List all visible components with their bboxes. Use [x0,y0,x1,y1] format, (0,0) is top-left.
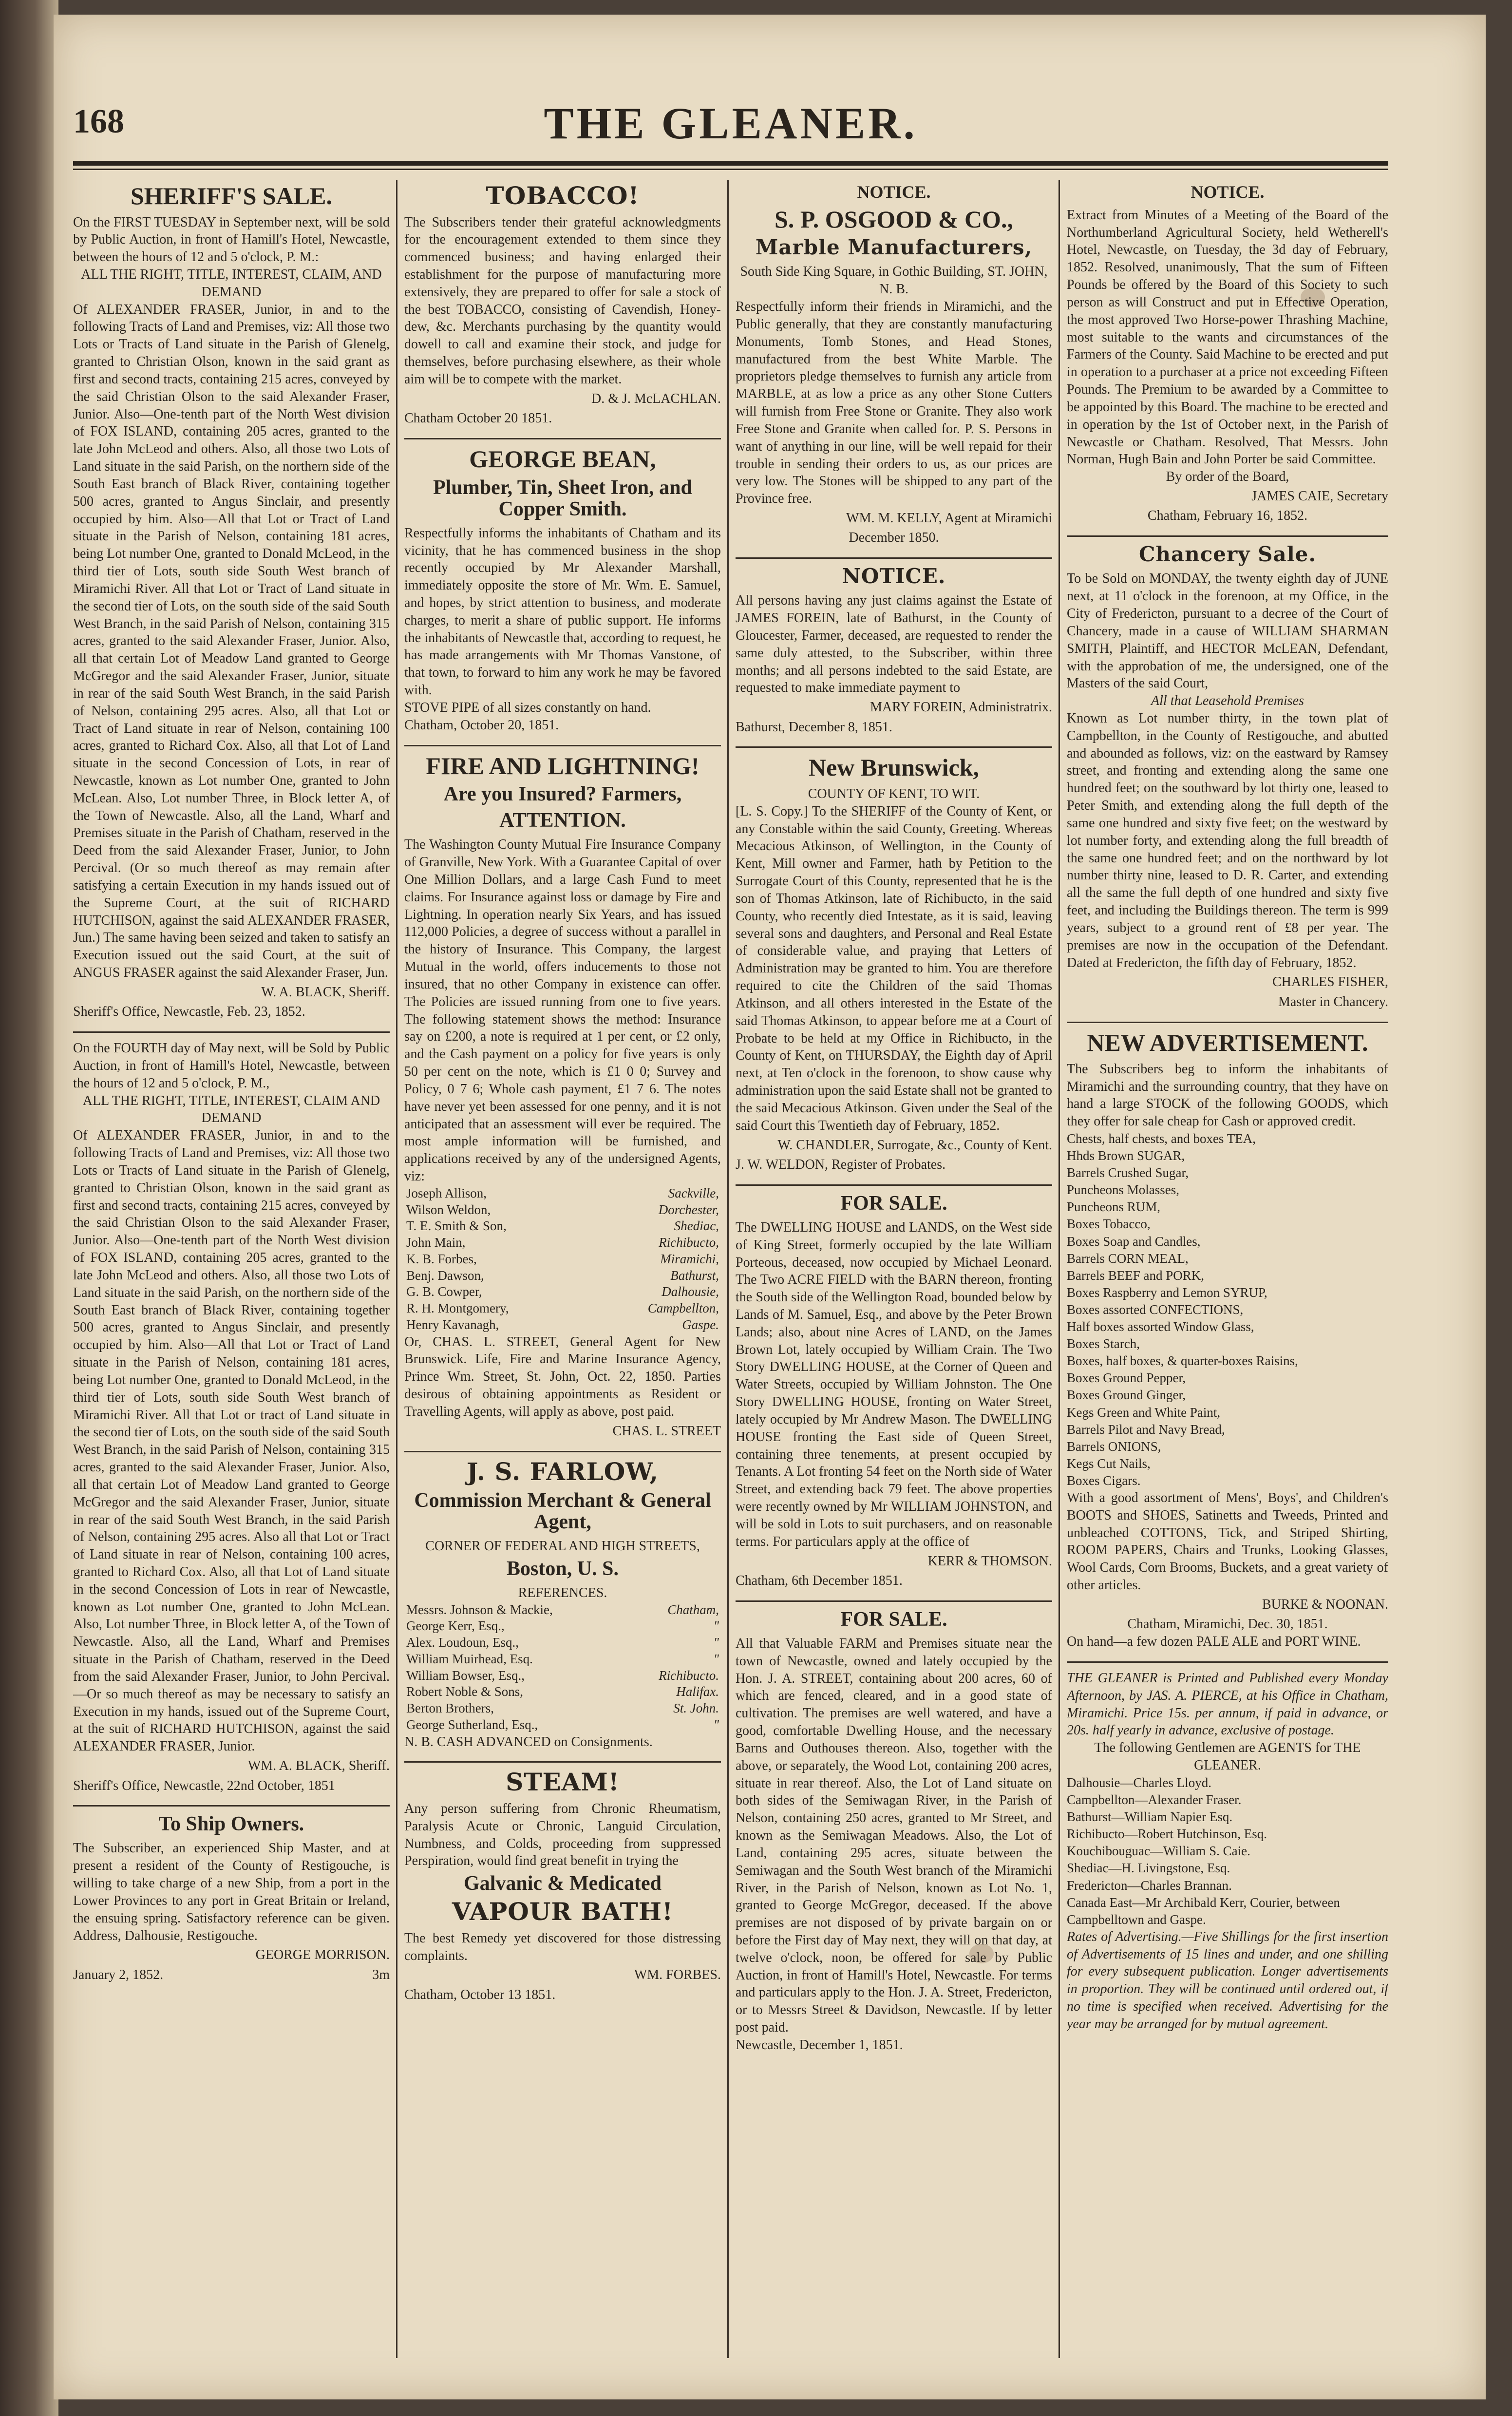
table-row [404,1602,721,1618]
list-item: Boxes Ground Pepper, [1067,1370,1186,1386]
forein-notice-ad [736,566,1052,736]
ad-separator [404,1451,721,1452]
list-item: Boxes, half boxes, & quarter-boxes Raisins, [1067,1353,1298,1369]
table-row [404,1317,721,1333]
list-item: Canada East—Mr Archibald Kerr, Courier, between Campbelltown and Gaspe. [1067,1895,1340,1927]
ref-place: " [713,1635,719,1650]
list-item: Hhds Brown SUGAR, [1067,1148,1185,1163]
table-row [404,1635,721,1651]
list-item: Chests, half chests, and boxes TEA, [1067,1131,1256,1146]
ad-separator [404,438,721,439]
ad-caps: ALL THE RIGHT, TITLE, INTEREST, CLAIM AND DEMAND [82,1093,380,1126]
ad-title: TOBACCO! [486,181,640,210]
farlow-ad [404,1459,721,1750]
ad-date: December 1850. [849,530,939,546]
ad-title: New Brunswick, [808,754,980,781]
ad-term: 3m [372,1967,390,1982]
ad-subtitle: Plumber, Tin, Sheet Iron, and Copper Smith. [433,476,692,520]
agent-name: Henry Kavanagh, [406,1317,499,1332]
steam-ad [404,1769,721,2003]
agent-place: Richibucto, [659,1235,719,1250]
new-brunswick-ad [736,755,1052,1173]
list-item: Kouchibouguac—William S. Caie. [1067,1844,1250,1859]
agricultural-notice-ad [1067,183,1388,525]
ad-body: To be Sold on MONDAY, the twenty eighth day of JUNE next, at 11 o'clock in the forenoon, at my Office, in the City of Fredericton, pursuant to a decree of the Court of Chancery, made in a cause of WILLIAM SHARMAN SMITH, Plaintiff, and HECTOR McLEAN, Defendant, with the approbation of me, the undersigned, one of the Masters of the said Court, [1067,571,1388,691]
agent-name: Joseph Allison, [406,1185,487,1200]
ref-name: William Muirhead, Esq. [406,1651,533,1666]
ad-signer: WM. FORBES. [634,1967,721,1983]
ad-tail: With a good assortment of Mens', Boys', and Children's BOOTS and SHOES, Satinetts and Tweeds, Printed and unbleached COTTONS, Tick, and Striped Shirting, ROOM PAPERS, Chairs and Trunks, Looking Glasses, Wool Cards, Corn Brooms, Buckets, and a great variety of other articles. [1067,1490,1388,1593]
for-sale-ad-2 [736,1609,1052,2054]
ad-date: Bathurst, December 8, 1851. [736,719,892,735]
list-item: Bathurst—William Napier Esq. [1067,1809,1233,1825]
ad-body: Respectfully inform their friends in Miramichi, and the Public generally, that they are constantly manufacturing Monuments, Tomb Stones, and Head Stones, manufactured from the best White Marble. The proprietors pledge themselves to furnish any article from MARBLE, at as low a price as any other Stone Cutters will furnish from Free Stone or Granite. They also work Free Stone and Granite when called for. P. S. Persons in want of anything in our line, will be well repaid for their trouble in sending their orders to us, as our prices are very low. The Stones will be shipped to any part of the Province free. [736,299,1052,507]
ad-separator [73,1805,390,1807]
ad-signer: WM. A. BLACK, Sheriff. [247,1758,390,1774]
ad-stove: STOVE PIPE of all sizes constantly on hand. [404,700,651,715]
ad-separator [1067,1661,1388,1663]
list-item: Boxes Tobacco, [1067,1217,1151,1232]
ad-date-text: January 2, 1852. [73,1967,164,1982]
ad-address: CORNER OF FEDERAL AND HIGH STREETS, [425,1538,700,1554]
ad-separator [736,1184,1052,1186]
ad-date: Chatham, October 13 1851. [404,1987,556,2002]
ad-intro: On the FIRST TUESDAY in September next, will be sold by Public Auction, in front of Hamill's Hotel, Newcastle, between the hours of 12 and 5 o'clock, P. M.: [73,214,390,265]
list-item: Kegs Green and White Paint, [1067,1405,1221,1420]
ref-place: St. John. [673,1701,719,1716]
agent-name: Wilson Weldon, [406,1202,491,1217]
list-item: Dalhousie—Charles Lloyd. [1067,1775,1211,1790]
table-row [404,1618,721,1635]
ref-place: Richibucto. [659,1668,719,1683]
header-rule-thick [73,161,1388,166]
tobacco-ad [404,183,721,427]
table-row [404,1185,721,1202]
agent-name: Benj. Dawson, [406,1268,484,1283]
agent-place: Campbellton, [647,1301,719,1316]
ad-title: STEAM! [506,1768,620,1797]
ad-title: FOR SALE. [840,1608,947,1631]
for-sale-ad-1 [736,1193,1052,1590]
table-row [404,1651,721,1668]
list-item: Boxes assorted CONFECTIONS, [1067,1302,1244,1317]
table-row [404,1202,721,1218]
sheriff-sale-ad-2 [73,1040,390,1794]
george-bean-ad [404,446,721,734]
ad-wine: On hand—a few dozen PALE ALE and PORT WINE. [1067,1634,1361,1650]
ad-date: Chatham, Miramichi, Dec. 30, 1851. [1127,1617,1328,1632]
ad-body: Any person suffering from Chronic Rheumatism, Paralysis Acute or Chronic, Languid Circulation, Numbness, and Colds, proceeding from suppressed Perspiration, would find great benefit in trying the [404,1801,721,1869]
refs-title: REFERENCES. [518,1585,607,1600]
ad-signer: CHAS. L. STREET [612,1423,721,1439]
ad-subtitle: Commission Merchant & General Agent, [414,1489,711,1533]
ad-signer: W. CHANDLER, Surrogate, &c., County of Kent. [777,1137,1052,1153]
agent-place: Bathurst, [670,1268,719,1283]
ad-body: All that Valuable FARM and Premises situate near the town of Newcastle, owned and lately occupied by the Hon. J. A. STREET, containing about 200 acres, 60 of which are fenced, cleared, and in a good state of cultivation. The premises are well watered, and have a good, comfortable Dwelling House, and the necessary Barns and Outhouses thereon. Also, together with the above, or separately, the Wood Lot, containing 200 acres, situate in rear thereof. Also, the Lot of Land situate on both sides of the Semiwagan River, in the Parish of Nelson, containing 250 acres, granted to Mr Street, and known as the Semiwagan Meadows. Also, the Lot of Land, containing 295 acres, situate between the Semiwagan and the South West branch of the Miramichi River, in the Parish of Nelson, known as Lot No. 1, granted to George McGregor, deceased. If the above premises are not disposed of by private bargain on or before the First day of May next, they will on that day, at twelve o'clock, noon, be offered for sale by Public Auction, in front of Hamill's Hotel, Newcastle. For terms and particulars apply to the Hon. J. A. Street, Fredericton, or to Messrs Street & Davidson, Newcastle. If by letter post paid. [736,1636,1052,2036]
ad-body: Of ALEXANDER FRASER, Junior, in and to the following Tracts of Land and Premises, viz: All those two Lots or Tracts of Land situate in the Parish of Glenelg, granted to Christian Olson, known in the said grant as first and second tracts, containing 215 acres, conveyed by the said Christian Olson to the said Alexander Fraser, Junior. Also—One-tenth part of the North West division of FOX ISLAND, containing 205 acres, granted to the late John McLeod and others. Also, all those two Lots of Land situate in the said Parish, on the northern side of the South East branch of Black River, containing together 500 acres, granted to Angus Sinclair, and presently occupied by him. Also—All that Lot or Tract of Land situate in the Parish of Nelson, containing 181 acres, being Lot number One, granted to Donald McLeod, in the third tier of Lots, south side South West branch of Miramichi River. All that Lot or tract of Land situate in the second tier of Lots, on the south side of the said South West Branch, in the said Parish of Nelson, containing 315 acres, granted to the said Alexander Fraser, Junior. Also, all that certain Lot of Meadow Land granted to George McGregor and the said Alexander Fraser, Junior, situate in rear of the said South West Branch, in the said Parish of Nelson, containing 295 acres. Also all that Lot or Tract of Land situate in rear of Nelson, containing 100 acres, granted to Richard Cox. Also, all that Lot of Land situate in the second Concession of Lots in rear of Newcastle, known as Lot number One, granted to John McLean. Also, Lot number Three, in Block letter A, of the Town of Newcastle. Also, all the Land, Wharf and Premises situate in the Parish of Chatham, reserved in the Deed from the said Alexander Fraser, Junior, to John Percival.—Or so much thereof as may be necessary to satisfy an Execution in my hands, issued out of the Supreme Court, at the suit of RICHARD HUTCHISON, against the said ALEXANDER FRASER, Junior. [73,1128,390,1754]
ad-body-2: Known as Lot number thirty, in the town plat of Campbellton, in the County of Restigouche, and abutted and abounded as follows, viz: on the eastward by Ramsey street, and fronting and extending along the same one hundred feet; on the southward by lot thirty one, leased to Peter Smith, and extending along the full depth of the same one hundred and sixty five feet; on the westward by lot number forty, and extending along the full breadth of the same one hundred feet; and on the northward by lot number thirty nine, leased to D. R. Carter, and extending all the same the full depth of one hundred and sixty five feet, and including the Buildings thereon. The term is 999 years, subject to a ground rent of £8 per year. The premises are now in the occupation of the Defendant. Dated at Fredericton, the fifth day of February, 1852. [1067,710,1388,970]
list-item: Shediac—H. Livingstone, Esq. [1067,1861,1230,1876]
imprint-text: THE GLEANER is Printed and Published every Monday Afternoon, by JAS. A. PIERCE, at his Office in Chatham, Miramichi. Price 15s. per annum, if paid in advance, or 20s. half yearly in advance, exclusive of postage. [1067,1670,1388,1738]
ad-title: NEW ADVERTISEMENT. [1087,1029,1368,1057]
table-row [404,1300,721,1317]
ref-name: George Kerr, Esq., [406,1618,505,1634]
ad-order: By order of the Board, [1166,469,1289,485]
column-2 [404,180,721,2363]
osgood-ad [736,183,1052,547]
ad-title: To Ship Owners. [158,1813,304,1836]
ad-note: N. B. CASH ADVANCED on Consignments. [404,1734,653,1750]
table-row [404,1717,721,1733]
ad-title: NOTICE. [1191,182,1265,202]
advertising-rates: Rates of Advertising.—Five Shillings for the first insertion of Advertisements of 15 lines and under, and one shilling for every subsequent publication. Longer advertisements in proportion. They will be continued until ordered out, if no time is specified when received. Advertising for the year may be arranged for by mutual agreement. [1067,1929,1388,2032]
ad-role: Master in Chancery. [1278,994,1388,1009]
column-divider [1058,180,1060,2358]
ad-title: SHERIFF'S SALE. [130,182,332,209]
list-item: Barrels CORN MEAL, [1067,1251,1189,1266]
ad-title: J. S. FARLOW, [466,1457,659,1486]
ad-tail: The best Remedy yet discovered for those distressing complaints. [404,1930,721,1963]
goods-list [1067,1130,1388,1489]
ad-title: NOTICE. [857,182,931,202]
chancery-sale-ad [1067,544,1388,1011]
ship-owners-ad [73,1813,390,1983]
ad-general: Or, CHAS. L. STREET, General Agent for New Brunswick. Life, Fire and Marine Insurance Agency, Prince Wm. Street, St. John, Oct. 22, 1850. Parties desirous of obtaining appointments as Resident or Travelling Agents, will apply as above, post paid. [404,1334,721,1419]
table-row [404,1668,721,1684]
agent-place: Shediac, [674,1218,719,1234]
list-item: Richibucto—Robert Hutchinson, Esq. [1067,1826,1267,1842]
ad-separator [736,1600,1052,1602]
ref-name: William Bowser, Esq., [406,1668,525,1683]
references-table [404,1602,721,1733]
agent-name: K. B. Forbes, [406,1251,477,1266]
header-rule-thin [73,169,1388,170]
ad-intro: The Subscribers beg to inform the inhabitants of Miramichi and the surrounding country, that they have on hand a large STOCK of the following GOODS, which they offer for sale cheap for Cash or approved credit. [1067,1061,1388,1129]
ad-title: NOTICE. [842,564,946,589]
ad-body: The Washington County Mutual Fire Insurance Company of Granville, New York. With a Guarantee Capital of over One Million Dollars, and a large Cash Fund to meet claims. For Insurance against loss or damage by Fire and Lightning. In operation nearly Six Years, and has issued 112,000 Policies, a degree of success without a parallel in the history of Insurance. This Company, the largest Mutual in the world, offers inducements to those not insured, that no other Company in existence can offer. The Policies are issued running from one to five years. The following statement shows the method: Insurance say on £200, a note is required at 1 per cent, or £2 only, and the Cash payment on a policy for five years is only 50 per cent on the note, which is £1 0 0; Survey and Policy, 0 7 6; Whole cash payment, £1 7 6. The notes have never yet been assessed for one penny, and it is not anticipated that an assessment will ever be required. The most ample information will be furnished, and applications received by any of the undersigned Agents, viz: [404,837,721,1184]
ad-attention: ATTENTION. [499,809,626,832]
ad-signer: MARY FOREIN, Administratrix. [870,700,1052,715]
agent-name: T. E. Smith & Son, [406,1218,507,1234]
ad-signer: D. & J. McLACHLAN. [591,391,721,406]
ad-body: Extract from Minutes of a Meeting of the Board of the Northumberland Agricultural Society, held Wetherell's Hotel, Newcastle, on Tuesday, the 3d day of February, 1852. Resolved, unanimously, That the sum of Fifteen Pounds be offered by the Board of this Society to such person as will Construct and put in Effective Operation, the most approved Two Horse-power Thrashing Machine, most suitable to the wants and circumstances of the Farmers of the County. Said Machine to be erected and put in operation to a purchaser at a price not exceeding Fifteen Pounds. The Premium to be awarded by a Committee to be appointed by this Board. The machine to be erected and in operation by the 1st of October next, in the Parish of Newcastle or Chatham. Resolved, That Messrs. John Norman, Hugh Bain and John Porter be said Committee. [1067,207,1388,467]
ad-caps: ALL THE RIGHT, TITLE, INTEREST, CLAIM, AND DEMAND [81,266,382,300]
agent-place: Dalhousie, [662,1284,719,1299]
ref-name: George Sutherland, Esq., [406,1717,538,1732]
ad-title: GEORGE BEAN, [469,445,656,473]
ad-name: S. P. OSGOOD & CO., [775,205,1013,233]
agents-intro: The following Gentlemen are AGENTS for THE GLEANER. [1094,1740,1361,1773]
agent-place: Dorchester, [658,1202,719,1217]
ad-separator [736,557,1052,559]
new-advertisement-ad [1067,1030,1388,1651]
ad-separator [404,745,721,746]
ref-name: Robert Noble & Sons, [406,1684,523,1699]
table-row [404,1218,721,1235]
list-item: Boxes Soap and Candles, [1067,1234,1201,1249]
ad-body: The Subscriber, an experienced Ship Master, and at present a resident of the County of Restigouche, is willing to take charge of a new Ship, from a port in the Lower Provinces to any port in Great Britain or Ireland, the ensuing spring. Satisfactory reference can be given. Address, Dalhousie, Restigouche. [73,1841,390,1943]
ref-name: Alex. Loudoun, Esq., [406,1635,519,1650]
list-item: Fredericton—Charles Brannan. [1067,1878,1232,1893]
ad-intro: On the FOURTH day of May next, will be Sold by Public Auction, in front of Hamill's Hotel, Newcastle, between the hours of 12 and 5 o'clock, P. M., [73,1041,390,1091]
list-item: Puncheons RUM, [1067,1199,1161,1215]
ad-galvanic: Galvanic & Medicated [464,1872,662,1895]
ad-office: Sheriff's Office, Newcastle, 22nd October, 1851 [73,1778,335,1793]
ad-premises: All that Leasehold Premises [1151,693,1304,709]
ad-trade: Marble Manufacturers, [755,235,1033,260]
ad-separator [73,1031,390,1033]
ref-place: Chatham, [667,1602,719,1617]
ref-place: " [713,1651,719,1666]
ad-separator [1067,535,1388,537]
list-item: Campbellton—Alexander Fraser. [1067,1792,1242,1807]
book-binding-edge [0,0,58,2416]
ad-date: Chatham October 20 1851. [404,411,552,426]
agents-list [1067,1774,1388,1928]
column-3 [736,180,1052,2363]
list-item: Boxes Ground Ginger, [1067,1388,1186,1403]
ad-separator [1067,1022,1388,1023]
ad-body: The DWELLING HOUSE and LANDS, on the West side of King Street, formerly occupied by the late William Porteous, deceased, now occupied by Michael Leonard. The Two ACRE FIELD with the BARN thereon, fronting the South side of the Wellington Road, bounded below by Lands of M. Samuel, Esq., and above by the Peter Brown Lands; also, about nine Acres of LAND, on the James Brown Lot, lately occupied by William Crain. The Two Story DWELLING HOUSE, at the Corner of Queen and Water Streets, occupied by William Johnston. The One Story DWELLING HOUSE, fronting on Water Street, lately occupied by Mr Andrew Mason. The DWELLING HOUSE fronting the East side of Queen Street, containing three tenements, at present occupied by Tenants. A Lot fronting 54 feet on the North side of Water Street, and extending back 79 feet. The above properties were recently owned by Mr WILLIAM JOHNSTON, and will be sold in Lots to suit purchasers, and on reasonable terms. For particulars apply at the office of [736,1219,1052,1549]
ad-subtitle: Are you Insured? Farmers, [443,783,682,806]
table-row [404,1235,721,1251]
agent-place: Miramichi, [660,1251,719,1266]
ad-separator [736,746,1052,748]
ad-signer: CHARLES FISHER, [1272,974,1388,990]
table-row [404,1700,721,1717]
list-item: Barrels Pilot and Navy Bread, [1067,1422,1225,1437]
ad-title: FIRE AND LIGHTNING! [426,752,699,780]
fire-insurance-ad [404,753,721,1441]
ad-title: FOR SALE. [840,1192,947,1215]
agent-name: John Main, [406,1235,466,1250]
ad-date: Newcastle, December 1, 1851. [736,2037,903,2053]
list-item: Barrels Crushed Sugar, [1067,1165,1189,1180]
ad-title: Chancery Sale. [1138,542,1316,567]
agent-name: G. B. Cowper, [406,1284,482,1299]
ad-county: COUNTY OF KENT, TO WIT. [808,786,980,801]
ad-signer: GEORGE MORRISON. [255,1947,390,1963]
masthead-title: THE GLEANER. [544,98,918,148]
page-number: 168 [73,103,124,140]
ad-date: Chatham, 6th December 1851. [736,1573,903,1588]
list-item: Boxes Raspberry and Lemon SYRUP, [1067,1285,1267,1300]
ad-signer: W. A. BLACK, Sheriff. [261,984,390,1000]
list-item: Barrels BEEF and PORK, [1067,1268,1204,1283]
column-4 [1067,180,1388,2363]
ad-signer: KERR & THOMSON. [927,1553,1052,1569]
ad-separator [404,1761,721,1763]
ad-date [73,1966,390,1984]
ref-place: Halifax. [676,1684,719,1699]
page-header [73,98,1388,161]
ref-name: Messrs. Johnson & Mackie, [406,1602,553,1617]
list-item: Boxes Starch, [1067,1336,1140,1351]
list-item: Half boxes assorted Window Glass, [1067,1319,1254,1334]
column-divider [396,180,397,2358]
list-item: Puncheons Molasses, [1067,1182,1179,1198]
ad-vapour: VAPOUR BATH! [452,1897,674,1926]
ad-body: All persons having any just claims against the Estate of JAMES FOREIN, late of Bathurst, in the County of Gloucester, Farmer, deceased, are requested to render the same duly attested, to the Subscriber, within three months; and all persons indebted to the said Estate, are requested to make immediate payment to [736,593,1052,696]
ref-place: " [713,1618,719,1634]
column-divider [727,180,729,2358]
ad-body: [L. S. Copy.] To the SHERIFF of the County of Kent, or any Constable within the said County, Greeting. Whereas Mecacious Atkinson, of Wellington, in the County of Kent, Mill owner and Farmer, hath by Petition to the Surrogate Court of this County, represented that he is the son of Thomas Atkinson, late of Richibucto, in the said County, who recently died Intestate, as it is said, leaving several sons and daughters, and Personal and Real Estate of considerable value, and praying that Letters of Administration may be granted to him. You are therefore required to cite the Children of the said Thomas Atkinson, and all others interested in the Estate of the said Thomas Atkinson, to appear before me at a Court of Probate to be held at my Office in Richibucto, in the County of Kent, on THURSDAY, the Eighth day of April next, at Ten o'clock in the forenoon, to show cause why administration upon the said Estate shall not be granted to the said Mecacious Atkinson. Given under the Seal of the said Court this Twentieth day of February, 1852. [736,803,1052,1133]
list-item: Barrels ONIONS, [1067,1439,1161,1454]
ref-name: Berton Brothers, [406,1701,494,1716]
ad-date: Chatham, February 16, 1852. [1147,508,1308,524]
ad-signer: WM. M. KELLY, Agent at Miramichi [846,510,1052,526]
ad-date: Chatham, October 20, 1851. [404,717,559,733]
sheriff-sale-ad [73,183,390,1021]
ad-city: Boston, U. S. [507,1557,619,1580]
ad-signer: JAMES CAIE, Secretary [1251,489,1388,504]
list-item: Kegs Cut Nails, [1067,1456,1151,1471]
imprint-block [1067,1670,1388,2033]
table-row [404,1684,721,1700]
agents-table [404,1185,721,1333]
list-item: Boxes Cigars. [1067,1473,1141,1488]
agent-place: Sackville, [668,1185,719,1200]
ad-body: Of ALEXANDER FRASER, Junior, in and to the following Tracts of Land and Premises, viz: All those two Lots or Tracts of Land situate in the Parish of Glenelg, granted to Christian Olson, known in the said grant as first and second tracts, containing 215 acres, conveyed by the said Christian Olson to the said Alexander Fraser, Junior. Also—One-tenth part of the North West division of FOX ISLAND, containing 205 acres, granted to the late John McLeod and others. Also, all those two Lots of Land situate in the said Parish, on the northern side of the South East branch of Black River, containing together 500 acres, granted to Angus Sinclair, and presently occupied by him. Also—All that Lot or Tract of Land situate in the Parish of Nelson, containing 181 acres, being Lot number One, granted to Donald McLeod, in the third tier of Lots, south side South West branch of Miramichi River. All that Lot or Tract of Land situate in the second tier of Lots, on the south side of the said South West Branch, in the said Parish of Nelson, containing 315 acres, granted to the said Alexander Fraser, Junior. Also, all that certain Lot of Meadow Land granted to George McGregor and the said Alexander Fraser, Junior, situate in rear of the said South West Branch, in the said Parish of Nelson, containing 295 acres. Also, all that Lot or Tract of Land situate in rear of Nelson, containing 100 acres, granted to Richard Cox. Also, all that Lot of Land situate in the second Concession of Lots, in rear of Newcastle, known as Lot number One, granted to John McLean. Also, Lot number Three, in Block letter A, of the Town of Newcastle. Also, all the Land, Wharf and Premises situate in the Parish of Chatham, reserved in the Deed from the said Alexander Fraser, Junior, to John Percival. (Or so much thereof as may remain after satisfying a certain Execution in my hands issued out of the Supreme Court, at the suit of RICHARD HUTCHISON, against the said ALEXANDER FRASER, Jun.) The same having been seized and taken to satisfy an Execution issued out the said Court, at the suit of ANGUS FRASER against the said Alexander Fraser, Jun. [73,302,390,981]
ad-signer: BURKE & NOONAN. [1262,1597,1388,1612]
table-row [404,1268,721,1284]
ad-office: Sheriff's Office, Newcastle, Feb. 23, 1852. [73,1004,305,1020]
agent-place: Gaspe. [682,1317,719,1332]
ref-place: " [713,1717,719,1732]
ad-body: Respectfully informs the inhabitants of Chatham and its vicinity, that he has commenced business in the shop recently occupied by Mr Alexander Marshall, immediately opposite the store of Mr. Wm. E. Samuel, and hopes, by strict attention to business, and moderate charges, to merit a share of public support. He informs the inhabitants of Newcastle that, according to request, he has made arrangements with Mr Thomas Vanstone, of that town, to forward to him any work he may be favored with. [404,525,721,698]
table-row [404,1284,721,1300]
column-1 [73,180,390,2363]
ad-body: The Subscribers tender their grateful acknowledgments for the encouragement extended to them since they commenced business; and having enlarged their establishment for the purpose of manufacturing more extensively, they are prepared to offer for sale a stock of the best TOBACCO, consisting of Cavendish, Honey-dew, &c. Merchants purchasing by the quantity would dowell to call and examine their stock, and judge for themselves, before purchasing elsewhere, as their whole aim will be to compete with the market. [404,214,721,387]
agent-name: R. H. Montgomery, [406,1301,509,1316]
ad-register: J. W. WELDON, Register of Probates. [736,1157,946,1172]
ad-address: South Side King Square, in Gothic Building, ST. JOHN, N. B. [740,264,1048,297]
table-row [404,1251,721,1268]
